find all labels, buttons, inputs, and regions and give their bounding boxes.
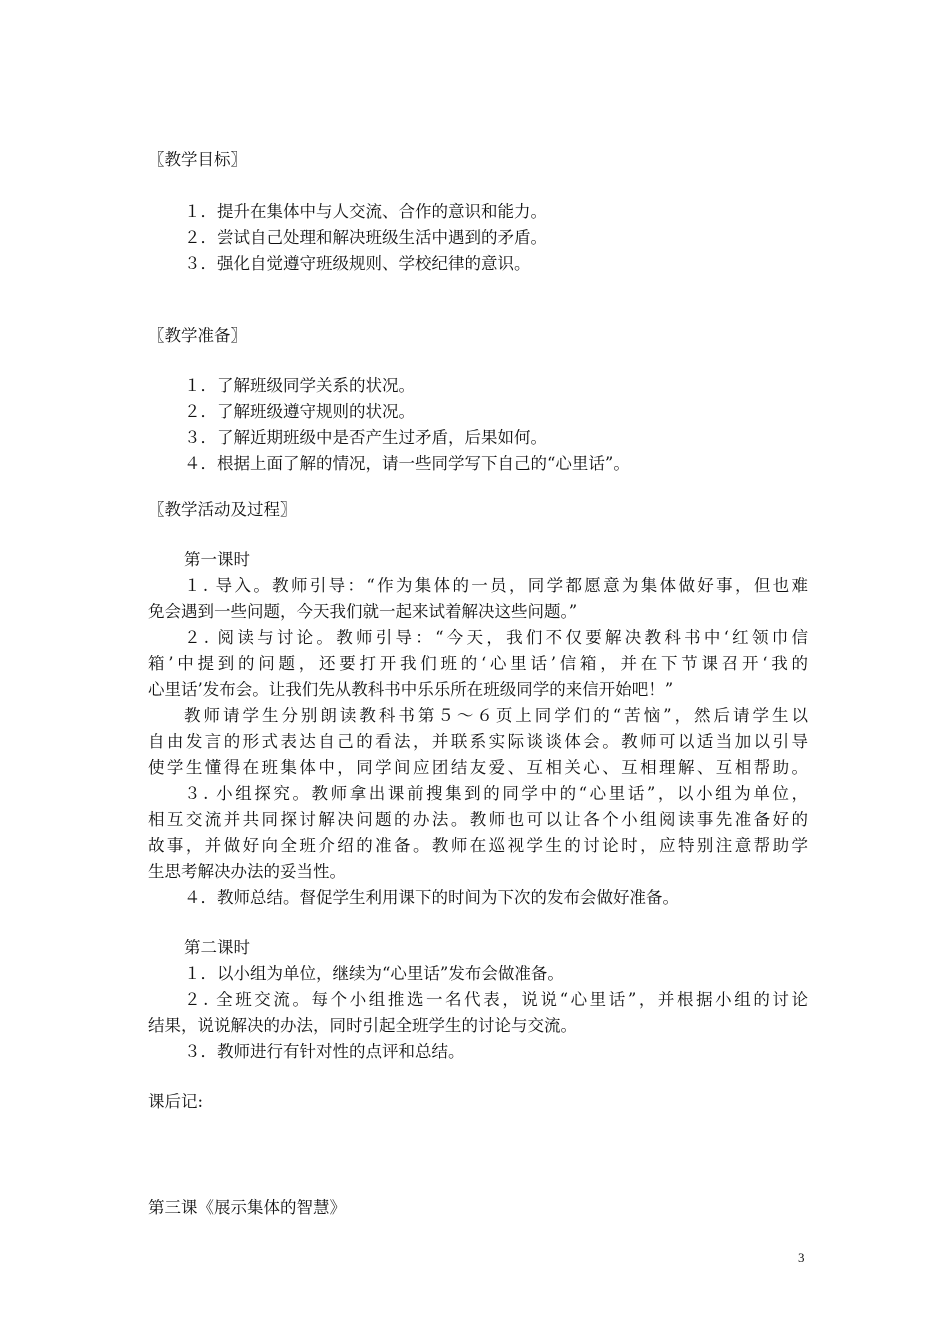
lesson1-line: 箱’中提到的问题，还要打开我们班的‘心里话’信箱，并在下节课召开‘我的: [148, 654, 808, 673]
afterword-label: 课后记:: [148, 1092, 204, 1111]
page-number: 3: [798, 1250, 805, 1265]
lesson2-line: 结果，说说解决的办法，同时引起全班学生的讨论与交流。: [148, 1016, 577, 1035]
next-lesson-title: 第三课《展示集体的智慧》: [148, 1198, 346, 1217]
lesson2-line: ２. 全班交流。每个小组推选一名代表，说说“心里话”，并根据小组的讨论: [184, 990, 808, 1009]
preparation-item: ２．了解班级遵守规则的状况。: [184, 402, 415, 421]
lesson1-line: ３. 小组探究。教师拿出课前搜集到的同学中的“心里话”，以小组为单位，: [184, 784, 808, 803]
objectives-heading: 〖教学目标〗: [148, 150, 247, 169]
lesson1-line: 教师请学生分别朗读教科书第５～６页上同学们的“苦恼”，然后请学生以: [184, 706, 808, 725]
lesson1-line: 生思考解决办法的妥当性。: [148, 862, 346, 881]
objective-item: ３．强化自觉遵守班级规则、学校纪律的意识。: [184, 254, 531, 273]
objective-item: １．提升在集体中与人交流、合作的意识和能力。: [184, 202, 547, 221]
lesson1-line: 相互交流并共同探讨解决问题的办法。教师也可以让各个小组阅读事先准备好的: [148, 810, 808, 829]
lesson1-line: ２. 阅读与讨论。教师引导：“今天，我们不仅要解决教科书中‘红领巾信: [184, 628, 808, 647]
preparation-item: ３．了解近期班级中是否产生过矛盾，后果如何。: [184, 428, 547, 447]
preparation-heading: 〖教学准备〗: [148, 326, 247, 345]
objective-item: ２．尝试自己处理和解决班级生活中遇到的矛盾。: [184, 228, 547, 247]
lesson1-line: ４．教师总结。督促学生利用课下的时间为下次的发布会做好准备。: [184, 888, 679, 907]
lesson1-line: 故事，并做好向全班介绍的准备。教师在巡视学生的讨论时，应特别注意帮助学: [148, 836, 808, 855]
lesson1-line: 免会遇到一些问题，今天我们就一起来试着解决这些问题。”: [148, 602, 578, 621]
lesson1-title: 第一课时: [184, 550, 250, 569]
lesson1-line: 使学生懂得在班集体中，同学间应团结友爱、互相关心、互相理解、互相帮助。: [148, 758, 808, 777]
lesson2-line: １．以小组为单位，继续为“心里话”发布会做准备。: [184, 964, 564, 983]
process-heading: 〖教学活动及过程〗: [148, 500, 297, 519]
lesson1-line: 心里话’发布会。让我们先从教科书中乐乐所在班级同学的来信开始吧！”: [148, 680, 674, 699]
lesson1-line: １. 导入。教师引导：“作为集体的一员，同学都愿意为集体做好事，但也难: [184, 576, 808, 595]
lesson2-title: 第二课时: [184, 938, 250, 957]
lesson1-line: 自由发言的形式表达自己的看法，并联系实际谈谈体会。教师可以适当加以引导: [148, 732, 808, 751]
preparation-item: ４．根据上面了解的情况，请一些同学写下自己的“心里话”。: [184, 454, 630, 473]
lesson2-line: ３．教师进行有针对性的点评和总结。: [184, 1042, 465, 1061]
preparation-item: １．了解班级同学关系的状况。: [184, 376, 415, 395]
